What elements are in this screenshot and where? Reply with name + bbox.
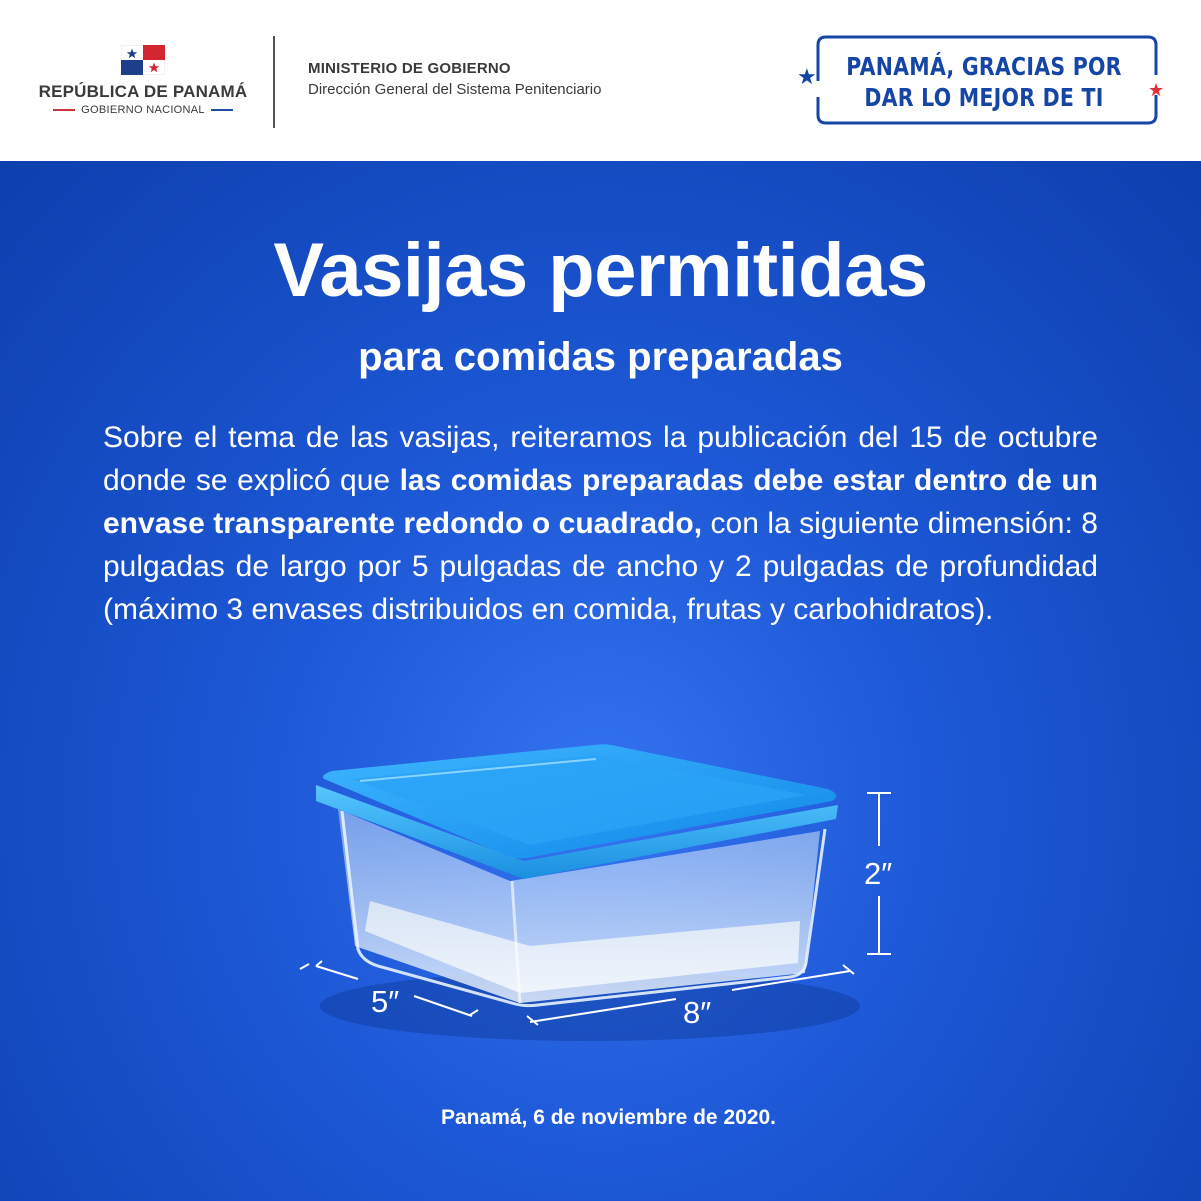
header xyxy=(0,0,1201,161)
blue-line-decoration xyxy=(211,109,233,111)
header-divider xyxy=(273,36,275,128)
slogan-text xyxy=(841,51,1126,113)
republic-title: REPÚBLICA DE PANAMÁ xyxy=(38,82,248,101)
red-line-decoration xyxy=(53,109,75,111)
ministry-subtitle: Dirección General del Sistema Penitenciario xyxy=(308,81,602,98)
page-title: Vasijas permitidas xyxy=(273,228,928,313)
panama-flag-icon xyxy=(121,45,165,75)
slogan-line-2: DAR LO MEJOR DE TI xyxy=(864,83,1104,112)
length-dimension-label: 8″ xyxy=(683,995,712,1030)
red-star-icon: ★ xyxy=(1148,80,1165,100)
body-text-part-2: con la siguiente dimensión: 8 pulgadas de largo por 5 pulgadas de ancho y 2 pulgadas de profundidad (máximo 3 envases distribuidos en comida, frutas y carbohidratos). xyxy=(103,507,1098,626)
gobierno-nacional-label xyxy=(50,104,236,116)
width-dimension-label: 5″ xyxy=(371,984,400,1019)
gobierno-label-text: GOBIERNO NACIONAL xyxy=(81,104,205,116)
publication-date: Panamá, 6 de noviembre de 2020. xyxy=(441,1106,776,1129)
page-subtitle: para comidas preparadas xyxy=(358,335,843,379)
slogan-box xyxy=(810,35,1158,125)
main-panel xyxy=(0,161,1201,1201)
slogan-line-1: PANAMÁ, GRACIAS POR xyxy=(846,52,1122,81)
body-text-bold: las comidas preparadas debe estar dentro de un envase transparente redondo o cuadrado, xyxy=(103,464,1099,540)
height-dimension-label: 2″ xyxy=(864,856,893,891)
body-text-part-1: Sobre el tema de las vasijas, reiteramos la publicación del 15 de octubre donde se explicó que xyxy=(103,421,1098,497)
ministry-title: MINISTERIO DE GOBIERNO xyxy=(308,60,511,77)
body-paragraph xyxy=(103,416,1098,631)
blue-star-icon: ★ xyxy=(797,64,817,89)
